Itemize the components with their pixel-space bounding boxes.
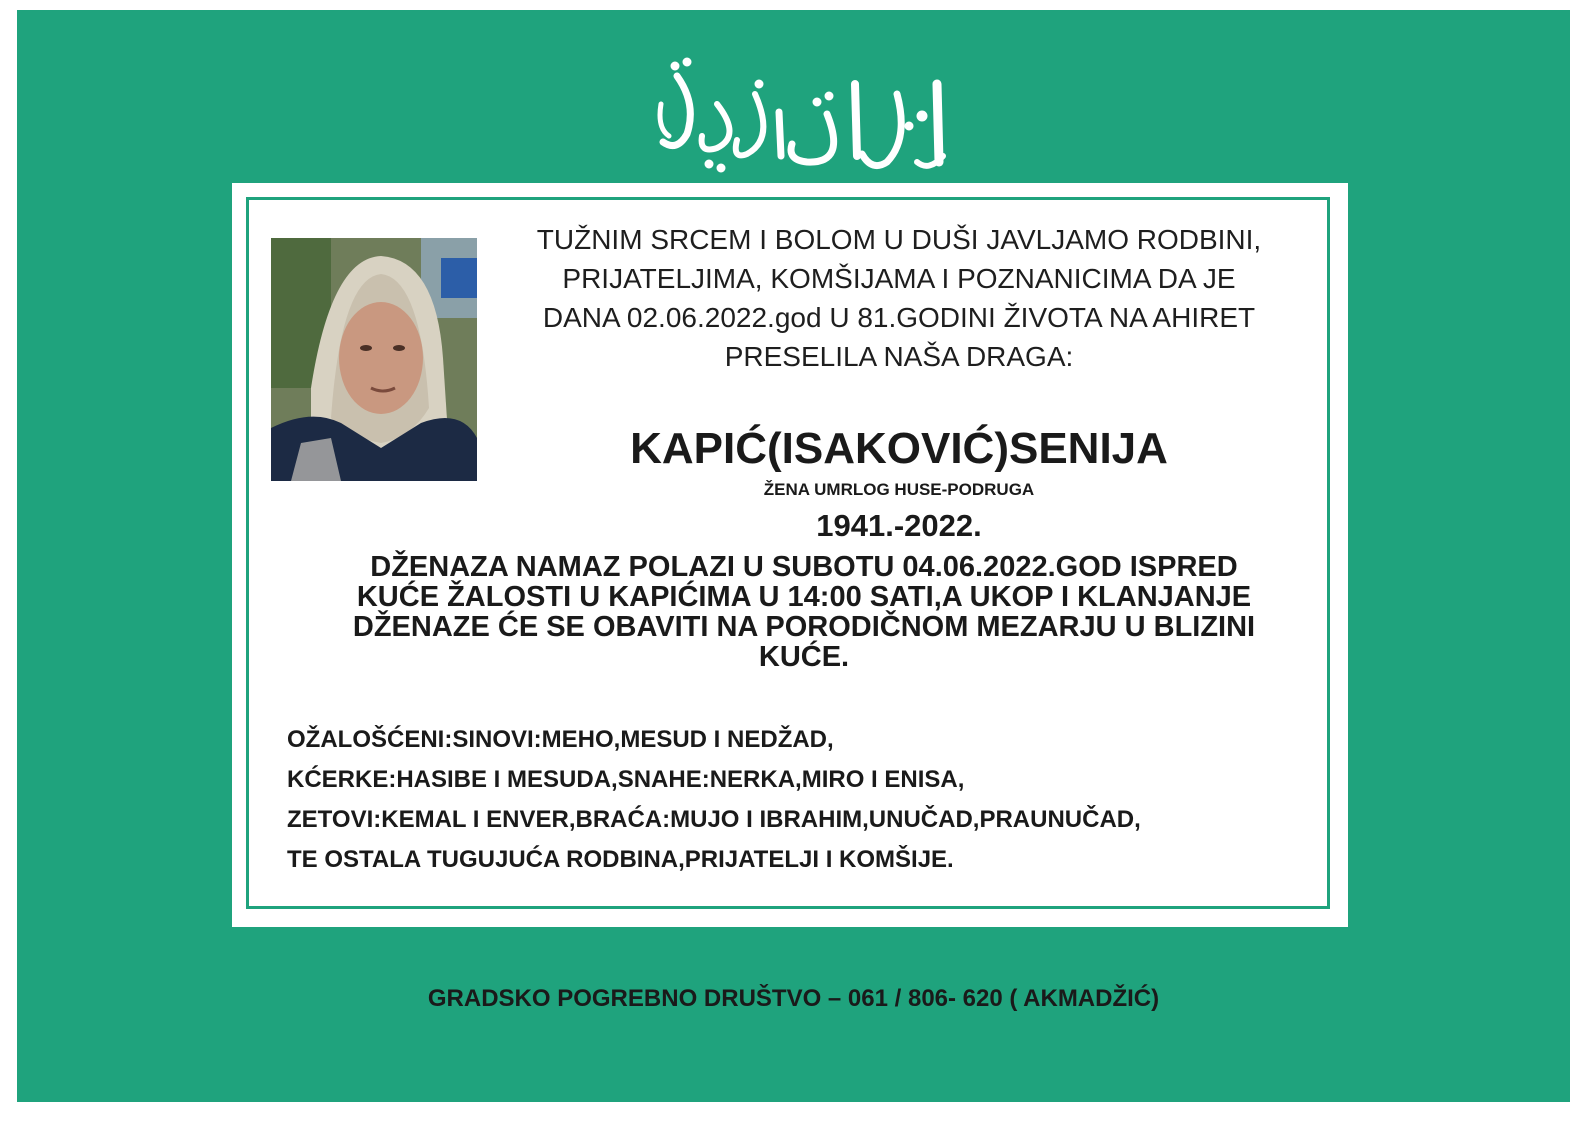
intro-line: TUŽNIM SRCEM I BOLOM U DUŠI JAVLJAMO RODBINI, (536, 224, 1262, 255)
funeral-details (309, 552, 1299, 672)
mourners-line: OŽALOŠĆENI:SINOVI:MEHO,MESUD I NEDŽAD, (287, 726, 834, 753)
mourners-line: TE OSTALA TUGUJUĆA RODBINA,PRIJATELJI I KOMŠIJE. (287, 846, 954, 873)
card-content (249, 200, 1327, 906)
funeral-line: DŽENAZA NAMAZ POLAZI U SUBOTU 04.06.2022.GOD ISPRED (370, 551, 1238, 583)
intro-text (479, 220, 1319, 376)
card-green-border (246, 197, 1330, 909)
mourners-line: KĆERKE:HASIBE I MESUDA,SNAHE:NERKA,MIRO I ENISA, (287, 766, 965, 793)
portrait-photo (271, 238, 477, 481)
funeral-home-footer: GRADSKO POGREBNO DRUŠTVO – 061 / 806- 620 ( AKMADŽIĆ) (427, 985, 1160, 1012)
announcement-card (232, 183, 1348, 927)
intro-line: PRIJATELJIMA, KOMŠIJAMA I POZNANICIMA DA JE (562, 263, 1236, 294)
deceased-subtitle: ŽENA UMRLOG HUSE-PODRUGA (763, 480, 1035, 499)
funeral-line: KUĆE ŽALOSTI U KAPIĆIMA U 14:00 SATI,A UKOP I KLANJANJE (356, 581, 1252, 613)
intro-line: DANA 02.06.2022.god U 81.GODINI ŽIVOTA NA AHIRET (542, 302, 1256, 333)
portrait-image (271, 238, 477, 481)
funeral-line: DŽENAZE ĆE SE OBAVITI NA PORODIČNOM MEZARJU U BLIZINI (352, 611, 1256, 643)
funeral-line: KUĆE. (758, 641, 850, 673)
mourners-line: ZETOVI:KEMAL I ENVER,BRAĆA:MUJO I IBRAHIM,UNUČAD,PRAUNUČAD, (287, 806, 1141, 833)
mourners-list (287, 720, 1317, 880)
deceased-name: KAPIĆ(ISAKOVIĆ)SENIJA (630, 424, 1168, 473)
arabic-calligraphy-logo (647, 44, 967, 184)
intro-line: PRESELILA NAŠA DRAGA: (724, 341, 1074, 372)
life-years: 1941.-2022. (816, 508, 982, 543)
